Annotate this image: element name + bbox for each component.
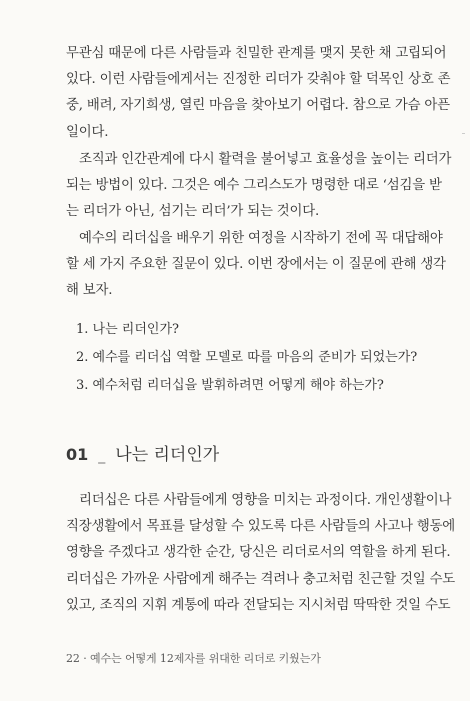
text-line: 예수의 리더십을 배우기 위한 여정을 시작하기 전에 꼭 대답해야	[79, 231, 443, 246]
page-footer: 22 · 예수는 어떻게 12제자를 위대한 리더로 키웠는가	[66, 652, 321, 665]
text-line: 리더십은 가까운 사람에게 해주는 격려나 충고처럼 친근할 것일 수도	[66, 571, 456, 587]
section-number: 01	[66, 445, 89, 464]
section-paragraph	[66, 488, 456, 619]
paragraph-1	[66, 41, 451, 146]
list-item: 2. 예수를 리더십 역할 모델로 따를 마음의 준비가 되었는가?	[76, 350, 418, 365]
text-line: 해 보자.	[66, 283, 113, 299]
text-line: 되는 방법이 있다. 그것은 예수 그리스도가 명령한 대로 ‘섬김을 받	[66, 178, 442, 194]
list-item: 3. 예수처럼 리더십을 발휘하려면 어떻게 해야 하는가?	[76, 378, 384, 393]
text-line: 중, 배려, 자기희생, 열린 마음을 찾아보기 어렵다. 참으로 가슴 아픈	[66, 98, 450, 114]
section-separator: _	[98, 448, 106, 464]
list-item: 1. 나는 리더인가?	[76, 322, 179, 337]
text-line: 무관심 때문에 다른 사람들과 친밀한 관계를 맺지 못한 채 고립되어	[66, 46, 447, 61]
text-line: 리더십은 다른 사람들에게 영향을 미치는 과정이다. 개인생활이나	[79, 493, 452, 508]
paragraph-2	[66, 147, 452, 226]
paragraph-3	[66, 226, 446, 305]
section-title: 나는 리더인가	[115, 445, 220, 465]
text-line: 직장생활에서 목표를 달성할 수 있도록 다른 사람들의 사고나 행동에	[66, 519, 456, 535]
text-line: 는 리더가 아닌, 섬기는 리더’가 되는 것이다.	[66, 204, 320, 220]
text-line: 일이다.	[66, 124, 109, 140]
text-line: 있다. 이런 사람들에게서는 진정한 리더가 갖춰야 할 덕목인 상호 존	[66, 72, 451, 88]
margin-mark	[462, 133, 465, 134]
text-line: 영향을 주겠다고 생각한 순간, 당신은 리더로서의 역할을 하게 된다.	[66, 545, 451, 561]
text-line: 할 세 가지 주요한 질문이 있다. 이번 장에서는 이 질문에 관해 생각	[66, 257, 446, 273]
section-heading	[66, 440, 219, 465]
question-list	[76, 316, 417, 400]
text-line: 있고, 조직의 지휘 계통에 따라 전달되는 지시처럼 딱딱한 것일 수도	[66, 597, 451, 613]
text-line: 조직과 인간관계에 다시 활력을 불어넣고 효율성을 높이는 리더가	[79, 152, 452, 167]
